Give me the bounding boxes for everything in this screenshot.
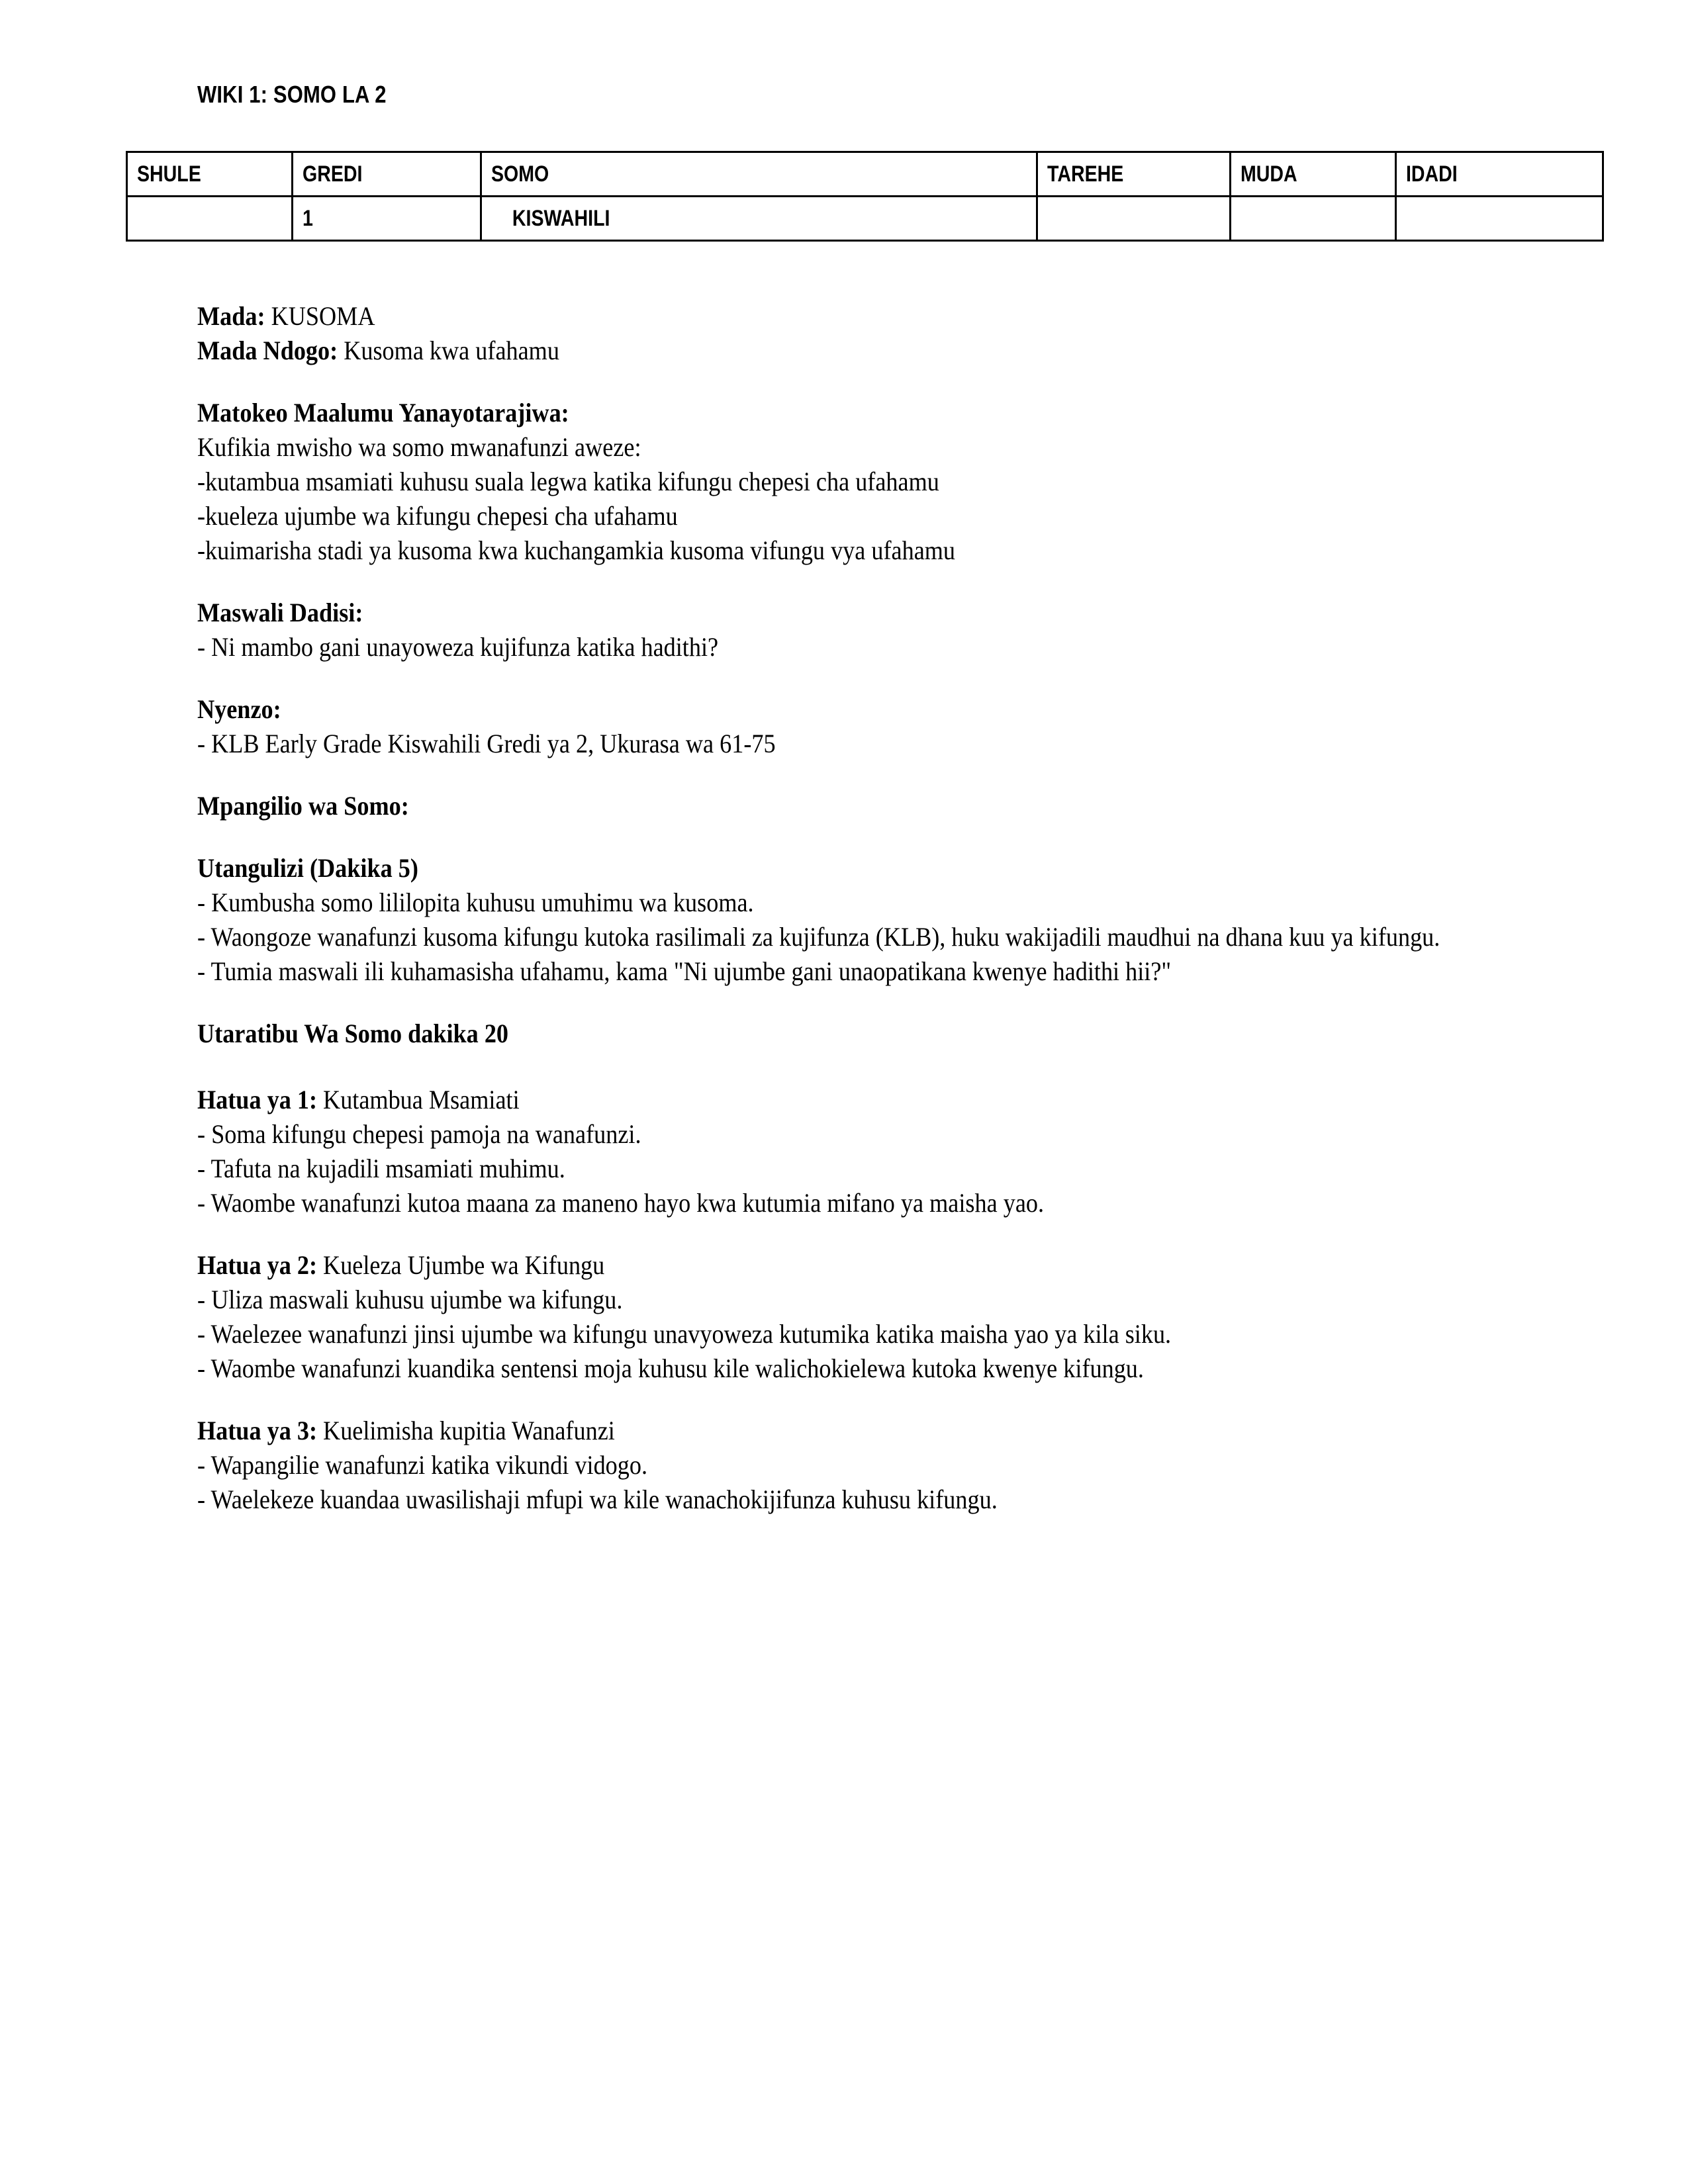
matokeo-intro: Kufikia mwisho wa somo mwanafunzi aweze: bbox=[197, 432, 641, 462]
spacer bbox=[197, 1386, 1475, 1414]
hatua-1-title: Kutambua Msamiati bbox=[317, 1085, 520, 1115]
utangulizi-item: - Waongoze wanafunzi kusoma kifungu kutoka rasilimali za kujifunza (KLB), huku wakijadili maudhui na dhana kuu ya kifungu. bbox=[197, 922, 1440, 952]
lesson-info-table bbox=[126, 151, 1604, 242]
table-header-idadi-label: IDADI bbox=[1406, 161, 1458, 187]
cell-gredi[interactable] bbox=[293, 197, 481, 241]
table-row bbox=[127, 197, 1603, 241]
hatua-2-heading bbox=[197, 1248, 1475, 1283]
hatua-2-item: - Uliza maswali kuhusu ujumbe wa kifungu. bbox=[197, 1285, 623, 1314]
hatua-2-label: Hatua ya 2: bbox=[197, 1250, 317, 1280]
hatua-2-item: - Waelezee wanafunzi jinsi ujumbe wa kifungu unavyoweza kutumika katika maisha yao ya kila siku. bbox=[197, 1319, 1172, 1349]
spacer bbox=[197, 823, 1475, 851]
utaratibu-heading: Utaratibu Wa Somo dakika 20 bbox=[197, 1019, 509, 1048]
mpangilio-heading: Mpangilio wa Somo: bbox=[197, 791, 409, 821]
nyenzo-heading: Nyenzo: bbox=[197, 694, 281, 724]
spacer bbox=[197, 568, 1475, 596]
hatua-3-item: - Wapangilie wanafunzi katika vikundi vidogo. bbox=[197, 1450, 648, 1480]
nyenzo-item: - KLB Early Grade Kiswahili Gredi ya 2, Ukurasa wa 61-75 bbox=[197, 729, 776, 758]
hatua-3-title: Kuelimisha kupitia Wanafunzi bbox=[317, 1416, 615, 1445]
cell-somo-value: KISWAHILI bbox=[512, 205, 610, 231]
maswali-heading: Maswali Dadisi: bbox=[197, 598, 363, 627]
spacer bbox=[197, 989, 1475, 1017]
hatua-1-heading bbox=[197, 1083, 1475, 1117]
maswali-item: - Ni mambo gani unayoweza kujifunza katika hadithi? bbox=[197, 632, 719, 662]
utangulizi-item: - Kumbusha somo lililopita kuhusu umuhimu wa kusoma. bbox=[197, 887, 754, 917]
utangulizi-item: - Tumia maswali ili kuhamasisha ufahamu, kama "Ni ujumbe gani unaopatikana kwenye hadithi hii?" bbox=[197, 956, 1172, 986]
hatua-3-heading bbox=[197, 1414, 1475, 1448]
hatua-2-title: Kueleza Ujumbe wa Kifungu bbox=[317, 1250, 605, 1280]
spacer bbox=[197, 1051, 1475, 1083]
cell-somo[interactable] bbox=[481, 197, 1037, 241]
mada-label: Mada: bbox=[197, 301, 265, 331]
table-header-muda bbox=[1231, 152, 1396, 197]
cell-idadi[interactable] bbox=[1396, 197, 1603, 241]
table-header-row bbox=[127, 152, 1603, 197]
spacer bbox=[197, 368, 1475, 396]
spacer bbox=[197, 761, 1475, 789]
table-header-gredi bbox=[293, 152, 481, 197]
cell-gredi-value: 1 bbox=[303, 205, 313, 231]
matokeo-item: -kuimarisha stadi ya kusoma kwa kuchangamkia kusoma vifungu vya ufahamu bbox=[197, 535, 956, 565]
mada-ndogo-label: Mada Ndogo: bbox=[197, 336, 338, 365]
hatua-1-item: - Waombe wanafunzi kutoa maana za maneno hayo kwa kutumia mifano ya maisha yao. bbox=[197, 1188, 1045, 1218]
table-header-muda-label: MUDA bbox=[1241, 161, 1297, 187]
table-header-idadi bbox=[1396, 152, 1603, 197]
table-header-gredi-label: GREDI bbox=[303, 161, 363, 187]
cell-shule[interactable] bbox=[127, 197, 293, 241]
table-header-somo bbox=[481, 152, 1037, 197]
hatua-1-label: Hatua ya 1: bbox=[197, 1085, 317, 1115]
mada-value: KUSOMA bbox=[265, 301, 375, 331]
table-header-somo-label: SOMO bbox=[491, 161, 549, 187]
table-header-tarehe bbox=[1037, 152, 1231, 197]
hatua-1-item: - Soma kifungu chepesi pamoja na wanafunzi. bbox=[197, 1119, 641, 1149]
hatua-3-label: Hatua ya 3: bbox=[197, 1416, 317, 1445]
spacer bbox=[197, 1220, 1475, 1248]
matokeo-heading: Matokeo Maalumu Yanayotarajiwa: bbox=[197, 398, 569, 428]
matokeo-item: -kutambua msamiati kuhusu suala legwa katika kifungu chepesi cha ufahamu bbox=[197, 467, 939, 496]
lesson-body bbox=[197, 299, 1475, 1517]
hatua-3-item: - Waelekeze kuandaa uwasilishaji mfupi wa kile wanachokijifunza kuhusu kifungu. bbox=[197, 1484, 998, 1514]
hatua-1-item: - Tafuta na kujadili msamiati muhimu. bbox=[197, 1154, 565, 1183]
mada-ndogo-line bbox=[197, 334, 1475, 368]
table-header-tarehe-label: TAREHE bbox=[1047, 161, 1124, 187]
table-header-shule-label: SHULE bbox=[137, 161, 201, 187]
cell-muda[interactable] bbox=[1231, 197, 1396, 241]
matokeo-item: -kueleza ujumbe wa kifungu chepesi cha ufahamu bbox=[197, 501, 678, 531]
mada-line bbox=[197, 299, 1475, 334]
mada-ndogo-value: Kusoma kwa ufahamu bbox=[338, 336, 559, 365]
cell-tarehe[interactable] bbox=[1037, 197, 1231, 241]
page-title: WIKI 1: SOMO LA 2 bbox=[197, 81, 387, 108]
spacer bbox=[197, 664, 1475, 692]
hatua-2-item: - Waombe wanafunzi kuandika sentensi moja kuhusu kile walichokielewa kutoka kwenye kifungu. bbox=[197, 1353, 1144, 1383]
utangulizi-heading: Utangulizi (Dakika 5) bbox=[197, 853, 418, 883]
table-header-shule bbox=[127, 152, 293, 197]
